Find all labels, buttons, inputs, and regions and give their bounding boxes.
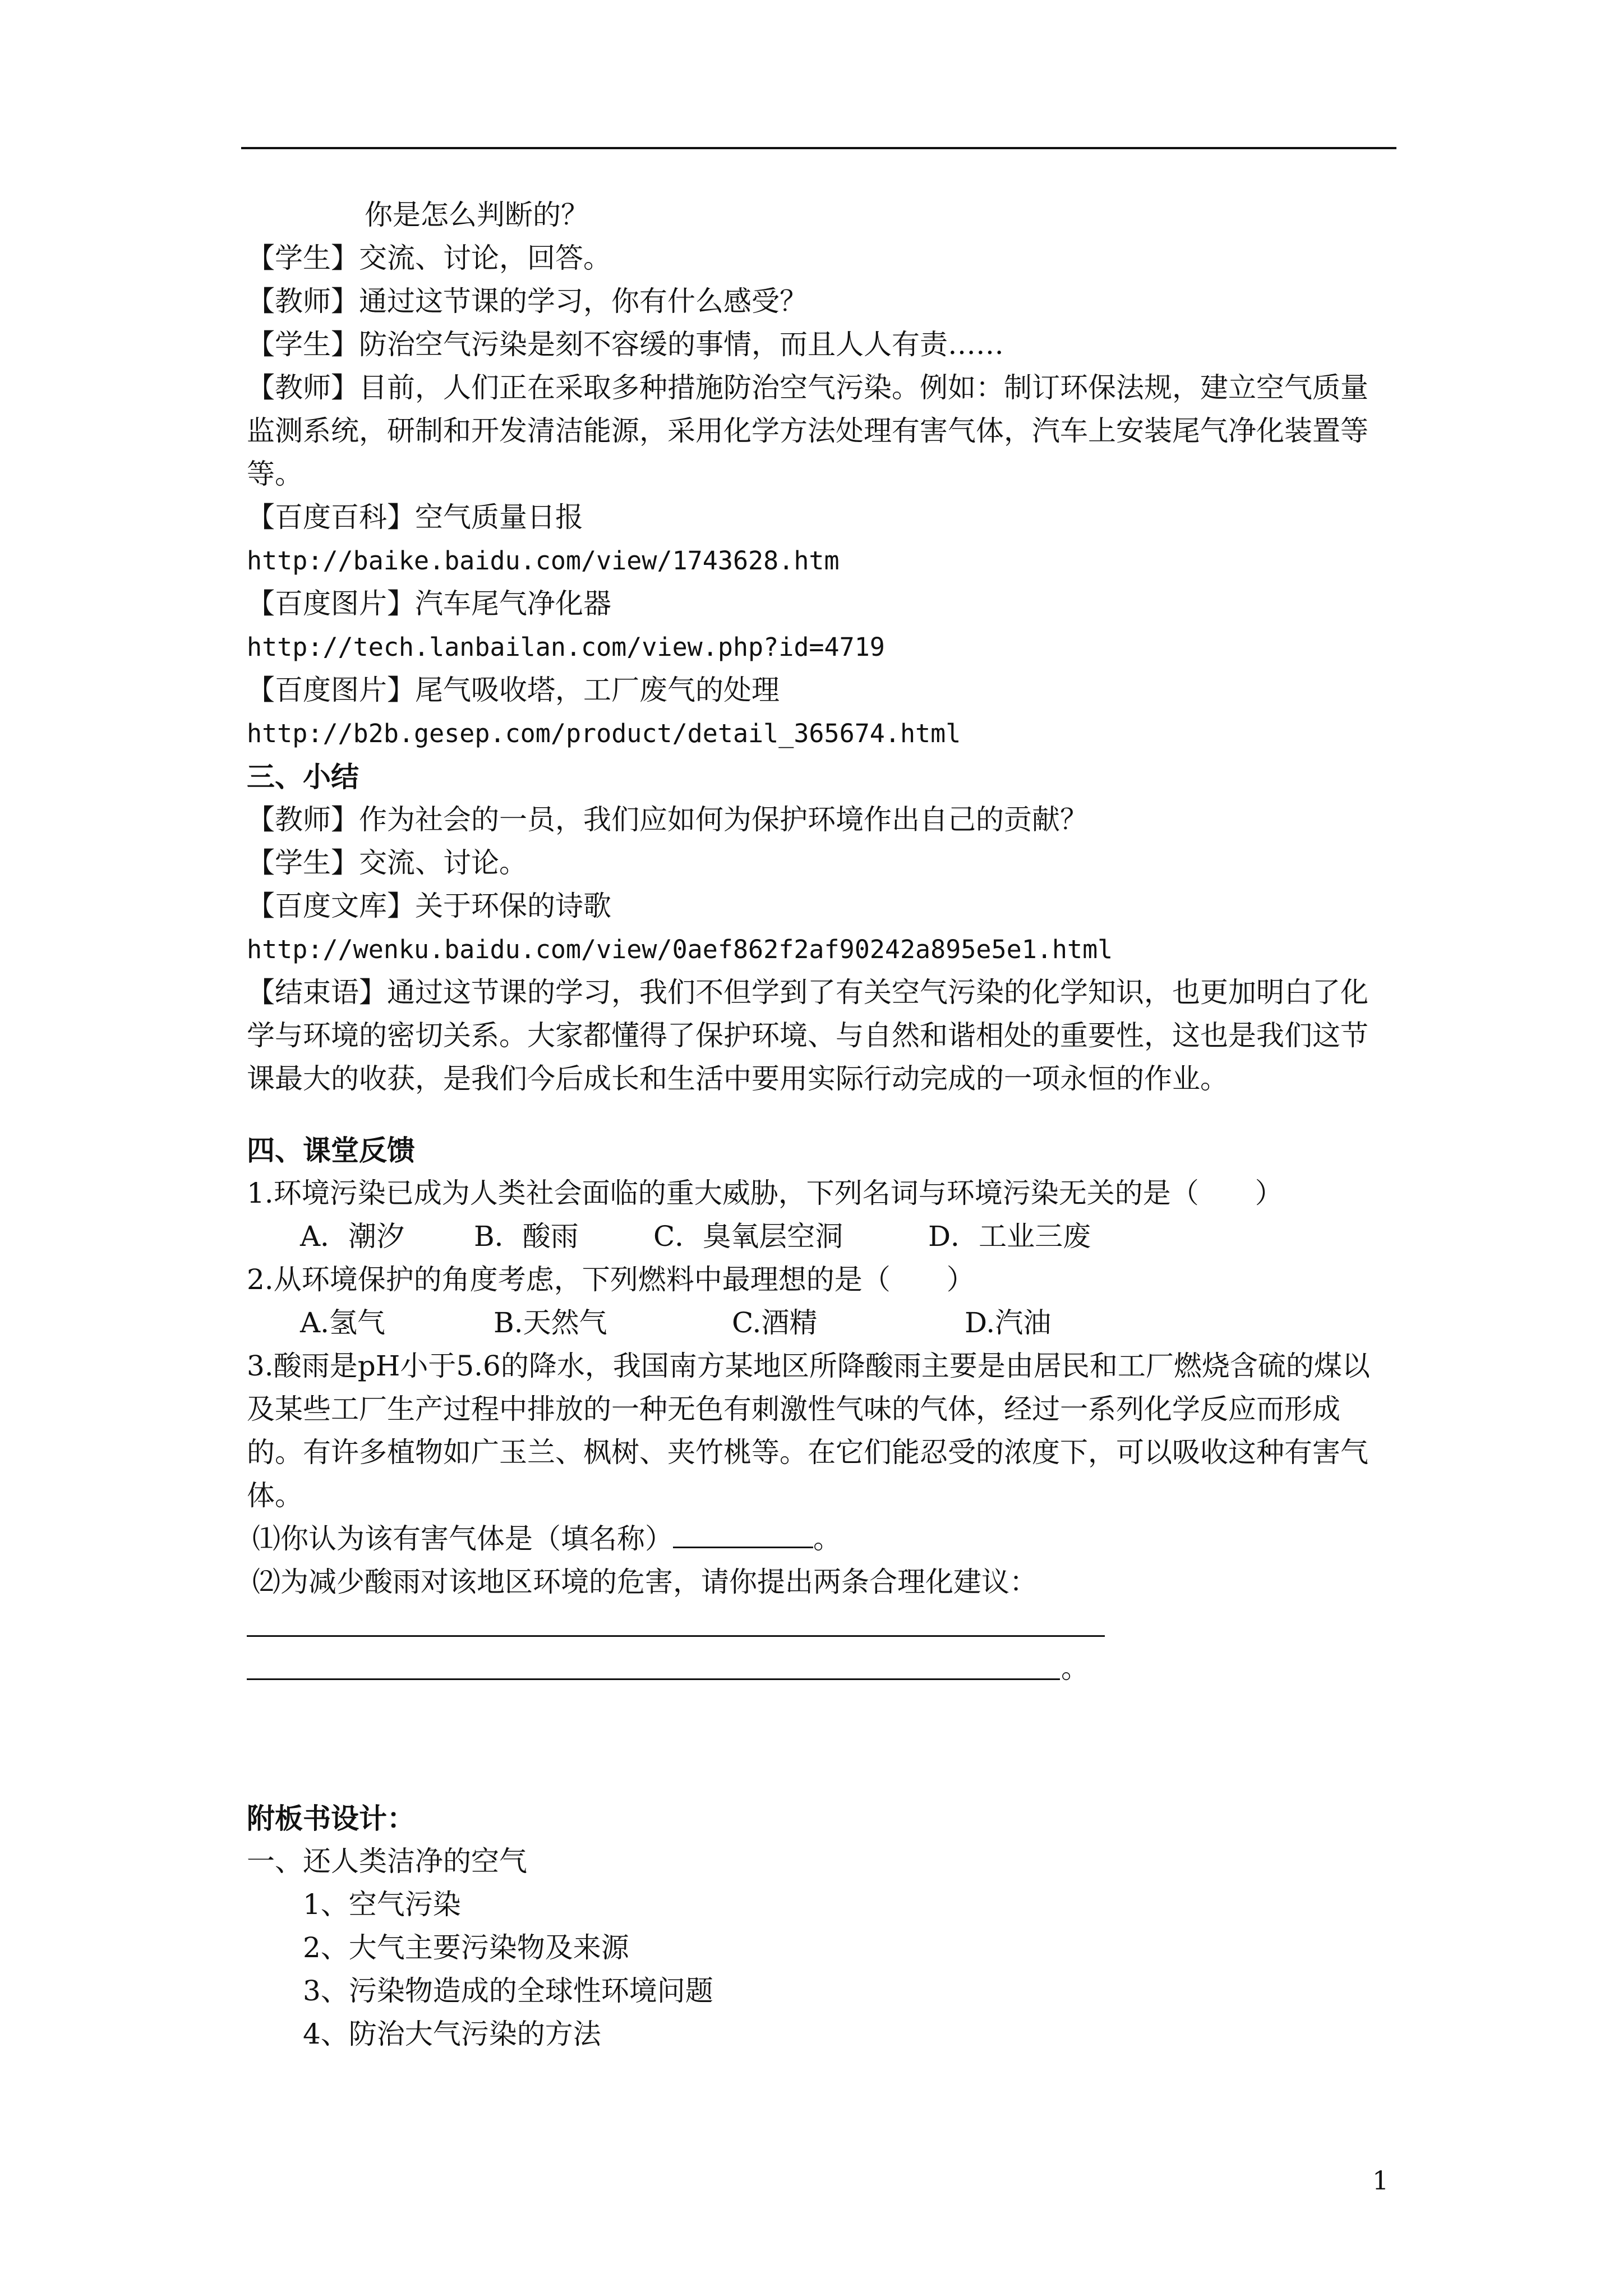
text-line: 【教师】作为社会的一员，我们应如何为保护环境作出自己的贡献？ — [247, 803, 1088, 836]
question-1-options — [247, 1215, 1385, 1258]
question-3-part-1-text: ⑴你认为该有害气体是（填名称） — [252, 1522, 673, 1555]
text-line: 【百度百科】空气质量日报 — [247, 501, 583, 533]
option-b: B.天然气 — [494, 1306, 607, 1339]
board-item: 2、大气主要污染物及来源 — [303, 1931, 629, 1964]
section-heading: 四、课堂反馈 — [247, 1134, 415, 1167]
section-heading: 三、小结 — [247, 760, 359, 793]
board-item: 4、防治大气污染的方法 — [303, 2018, 601, 2050]
question-3-part-1-suffix: 。 — [813, 1522, 841, 1555]
question-3: 3.酸雨是pH小于5.6的降水，我国南方某地区所降酸雨主要是由居民和工厂燃烧含硫的煤以及某些工厂生产过程中排放的一种无色有刺激性气味的气体，经过一系列化学反应而形成的。有许多植物如广玉兰、枫树、夹竹桃等。在它们能忍受的浓度下，可以吸收这种有害气体。 — [247, 1350, 1370, 1512]
question-2: 2.从环境保护的角度考虑，下列燃料中最理想的是（ ） — [247, 1263, 975, 1296]
page-number: 1 — [1372, 2165, 1389, 2196]
text-line: 【百度图片】尾气吸收塔，工厂废气的处理 — [247, 674, 780, 706]
text-line: 【教师】通过这节课的学习，你有什么感受？ — [247, 285, 808, 318]
text-line: 【学生】防治空气污染是刻不容缓的事情，而且人人有责…… — [247, 328, 1004, 361]
option-d: D．工业三废 — [928, 1220, 1091, 1253]
text-line: 你是怎么判断的？ — [365, 199, 589, 231]
answer-end-mark: 。 — [1061, 1652, 1089, 1685]
text-paragraph: 【结束语】通过这节课的学习，我们不但学到了有关空气污染的化学知识，也更加明白了化学与环境的密切关系。大家都懂得了保护环境、与自然和谐相处的重要性，这也是我们这节课最大的收获，是我们今后成长和生活中要用实际行动完成的一项永恒的作业。 — [247, 976, 1368, 1095]
option-a: A.氢气 — [300, 1306, 386, 1339]
option-d: D.汽油 — [965, 1306, 1052, 1339]
page-content — [247, 194, 1385, 2056]
url-link[interactable]: http://tech.lanbailan.com/view.php?id=4719 — [247, 632, 885, 662]
board-design-heading: 附板书设计： — [247, 1802, 415, 1835]
text-line: 【学生】交流、讨论。 — [247, 846, 527, 879]
board-item: 1、空气污染 — [303, 1888, 461, 1921]
option-c: C．臭氧层空洞 — [653, 1220, 843, 1253]
url-link[interactable]: http://wenku.baidu.com/view/0aef862f2af90242a895e5e1.html — [247, 935, 1113, 964]
option-a: A．潮汐 — [300, 1220, 405, 1253]
question-2-options — [247, 1301, 1385, 1345]
board-design-title: 一、还人类洁净的空气 — [247, 1845, 527, 1878]
url-link[interactable]: http://baike.baidu.com/view/1743628.htm — [247, 546, 840, 576]
answer-line-2[interactable] — [247, 1647, 1385, 1690]
url-link[interactable]: http://b2b.gesep.com/product/detail_365674.html — [247, 719, 961, 748]
question-1: 1.环境污染已成为人类社会面临的重大威胁，下列名词与环境污染无关的是（ ） — [247, 1177, 1283, 1209]
answer-line-1[interactable] — [247, 1604, 1385, 1647]
text-paragraph: 【教师】目前，人们正在采取多种措施防治空气污染。例如：制订环保法规，建立空气质量监测系统，研制和开发清洁能源，采用化学方法处理有害气体，汽车上安装尾气净化装置等等。 — [247, 371, 1368, 490]
option-b: B．酸雨 — [474, 1220, 579, 1253]
board-item: 3、污染物造成的全球性环境问题 — [303, 1975, 713, 2007]
header-rule — [241, 147, 1396, 149]
question-3-part-2: ⑵为减少酸雨对该地区环境的危害，请你提出两条合理化建议： — [252, 1566, 1038, 1598]
answer-blank[interactable] — [673, 1517, 813, 1548]
option-c: C.酒精 — [732, 1306, 818, 1339]
text-line: 【百度文库】关于环保的诗歌 — [247, 890, 611, 922]
question-3-part-1 — [247, 1517, 1385, 1561]
text-line: 【百度图片】汽车尾气净化器 — [247, 587, 611, 620]
text-line: 【学生】交流、讨论，回答。 — [247, 242, 611, 274]
